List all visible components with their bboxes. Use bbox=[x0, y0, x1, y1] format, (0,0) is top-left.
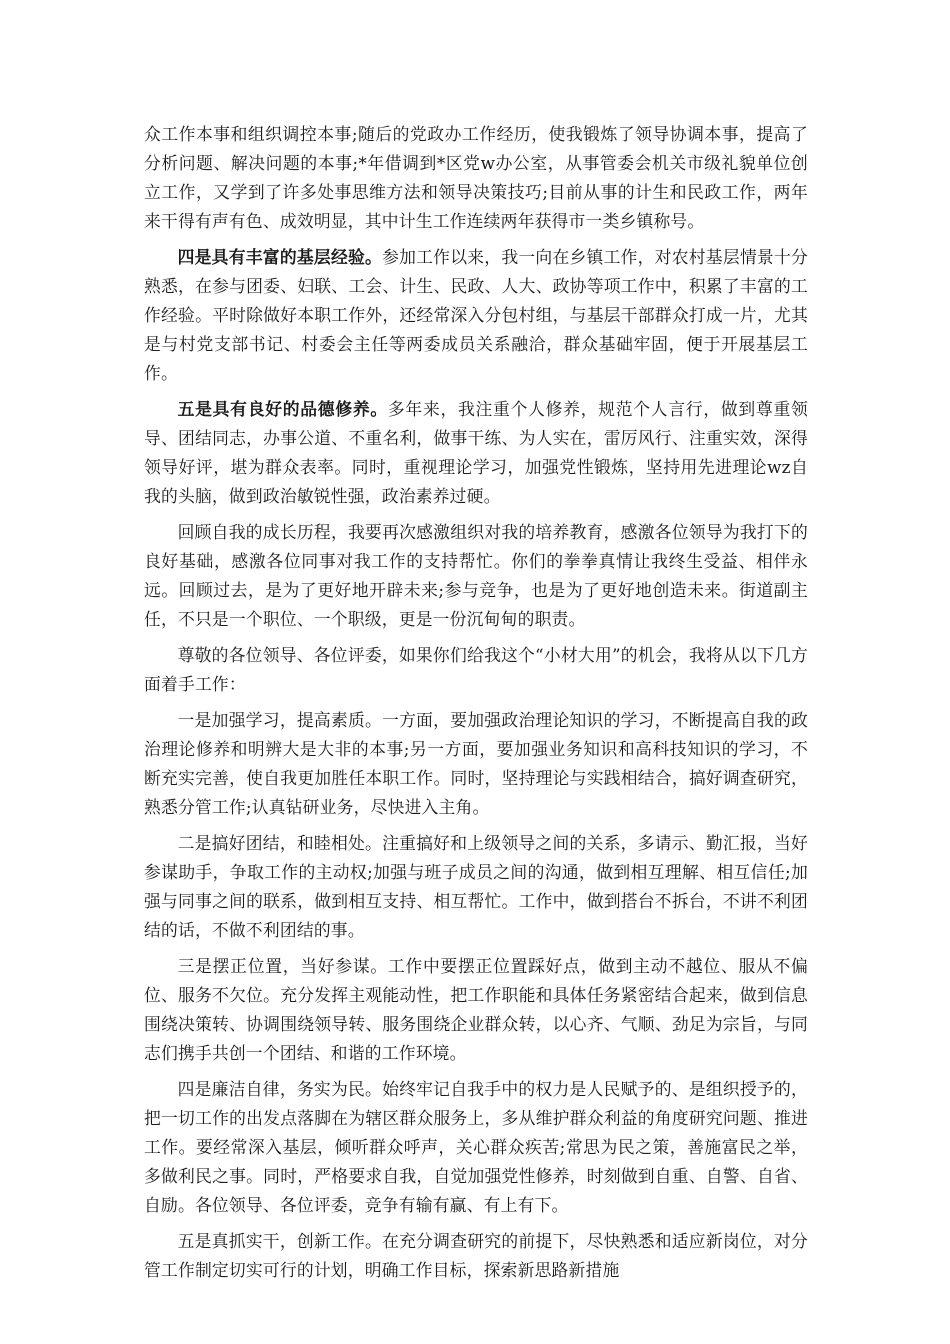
paragraph-text: 参加工作以来，我一向在乡镇工作，对农村基层情景十分熟悉，在参与团委、妇联、工会、计生、民政、人大、政协等项工作中，积累了丰富的工作经验。平时除做好本职工作外，还经常深入分包村组，与基层干部群众打成一片，尤其是与村党支部书记、村委会主任等两委成员关系融洽，群众基础牢固，便于开展基层工作。 bbox=[144, 247, 808, 383]
paragraph-text: 尊敬的各位领导、各位评委，如果你们给我这个“小材大用”的机会，我将从以下几方面着手工作： bbox=[144, 645, 808, 694]
paragraph bbox=[144, 518, 808, 634]
paragraph bbox=[144, 395, 808, 511]
paragraph bbox=[144, 641, 808, 699]
paragraph bbox=[144, 706, 808, 822]
paragraph bbox=[144, 829, 808, 945]
paragraph bbox=[144, 1227, 808, 1285]
paragraph-text: 回顾自我的成长历程，我要再次感激组织对我的培养教育，感激各位领导为我打下的良好基础，感激各位同事对我工作的支持帮忙。你们的拳拳真情让我终生受益、相伴永远。回顾过去，是为了更好地开辟未来;参与竞争，也是为了更好地创造未来。街道副主任，不只是一个职位、一个职级，更是一份沉甸甸的职责。 bbox=[144, 522, 808, 629]
paragraph-lead-heading: 四是具有丰富的基层经验。 bbox=[177, 247, 383, 267]
paragraph-text: 三是摆正位置，当好参谋。工作中要摆正位置踩好点，做到主动不越位、服从不偏位、服务不欠位。充分发挥主观能动性，把工作职能和具体任务紧密结合起来，做到信息围绕决策转、协调围绕领导转、服务围绕企业群众转，以心齐、气顺、劲足为宗旨，与同志们携手共创一个团结、和谐的工作环境。 bbox=[144, 956, 808, 1063]
paragraph bbox=[144, 120, 808, 236]
paragraph-text: 五是真抓实干，创新工作。在充分调查研究的前提下，尽快熟悉和适应新岗位，对分管工作制定切实可行的计划，明确工作目标，探索新思路新措施 bbox=[144, 1231, 808, 1280]
paragraph bbox=[144, 952, 808, 1068]
paragraph-lead-heading: 五是具有良好的品德修养。 bbox=[177, 399, 388, 419]
paragraph-text: 一是加强学习，提高素质。一方面，要加强政治理论知识的学习，不断提高自我的政治理论修养和明辨大是大非的本事;另一方面，要加强业务知识和高科技知识的学习，不断充实完善，使自我更加胜任本职工作。同时，坚持理论与实践相结合，搞好调查研究，熟悉分管工作;认真钻研业务，尽快进入主角。 bbox=[144, 710, 808, 817]
document-body bbox=[144, 120, 808, 1292]
paragraph bbox=[144, 243, 808, 388]
paragraph-text: 多年来，我注重个人修养，规范个人言行，做到尊重领导、团结同志，办事公道、不重名利，做事干练、为人实在，雷厉风行、注重实效，深得领导好评，堪为群众表率。同时，重视理论学习，加强党性锻炼，坚持用先进理论wz自我的头脑，做到政治敏锐性强，政治素养过硬。 bbox=[144, 399, 808, 506]
paragraph bbox=[144, 1075, 808, 1220]
paragraph-text: 四是廉洁自律，务实为民。始终牢记自我手中的权力是人民赋予的、是组织授予的，把一切工作的出发点落脚在为辖区群众服务上，多从维护群众利益的角度研究问题、推进工作。要经常深入基层，倾听群众呼声，关心群众疾苦;常思为民之策，善施富民之举，多做利民之事。同时，严格要求自我，自觉加强党性修养，时刻做到自重、自警、自省、自励。各位领导、各位评委，竞争有输有赢、有上有下。 bbox=[144, 1079, 808, 1215]
paragraph-text: 二是搞好团结，和睦相处。注重搞好和上级领导之间的关系，多请示、勤汇报，当好参谋助手，争取工作的主动权;加强与班子成员之间的沟通，做到相互理解、相互信任;加强与同事之间的联系，做到相互支持、相互帮忙。工作中，做到搭台不拆台，不讲不利团结的话，不做不利团结的事。 bbox=[144, 833, 808, 940]
paragraph-text: 众工作本事和组织调控本事;随后的党政办工作经历，使我锻炼了领导协调本事，提高了分析问题、解决问题的本事;*年借调到*区党w办公室，从事管委会机关市级礼貌单位创立工作，又学到了许多处事思维方法和领导决策技巧;目前从事的计生和民政工作，两年来干得有声有色、成效明显，其中计生工作连续两年获得市一类乡镇称号。 bbox=[144, 124, 808, 231]
